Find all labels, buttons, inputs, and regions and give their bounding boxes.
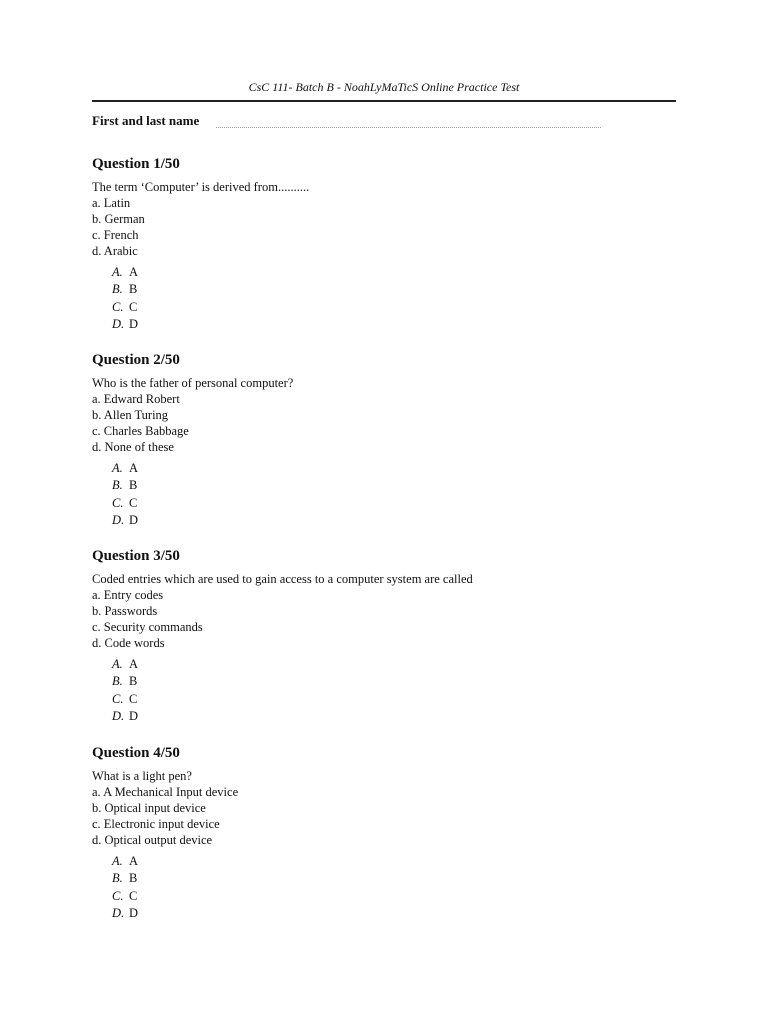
question-4-answers: [112, 853, 676, 922]
question-2-title: Question 2/50: [92, 352, 180, 368]
question-3-answer-c[interactable]: [112, 691, 676, 708]
question-1-option-d: d. Arabic: [92, 244, 138, 258]
question-4-option-c: c. Electronic input device: [92, 817, 220, 831]
question-2-answer-c[interactable]: [112, 495, 676, 512]
answer-letter: D.: [112, 905, 125, 920]
answer-letter: A.: [112, 461, 123, 475]
answer-letter: C.: [112, 299, 124, 314]
answer-text: C: [129, 495, 138, 510]
name-field-label: First and last name: [92, 113, 200, 128]
question-1-body: [92, 179, 676, 259]
question-4-answer-d[interactable]: [112, 905, 676, 922]
question-1-answer-a[interactable]: [112, 264, 676, 281]
answer-letter: B.: [112, 282, 123, 297]
question-1-title: Question 1/50: [92, 156, 180, 172]
question-4-prompt: What is a light pen?: [92, 769, 192, 783]
question-1-option-a: a. Latin: [92, 196, 131, 210]
question-3-answer-a[interactable]: [112, 656, 676, 673]
question-4-option-a: a. A Mechanical Input device: [92, 785, 239, 799]
question-2: [92, 350, 676, 529]
answer-text: D: [129, 708, 139, 723]
answer-text: A: [129, 461, 139, 475]
question-3-option-d: d. Code words: [92, 636, 165, 650]
question-2-option-c: c. Charles Babbage: [92, 424, 189, 438]
answer-text: D: [129, 905, 139, 920]
answer-letter: C.: [112, 691, 124, 706]
question-4-option-d: d. Optical output device: [92, 833, 213, 847]
question-3-prompt: Coded entries which are used to gain access to a computer system are called: [92, 572, 473, 586]
question-1-option-c: c. French: [92, 228, 139, 242]
question-1-prompt: The term ‘Computer’ is derived from..........: [92, 180, 310, 194]
question-4-body: [92, 768, 676, 848]
answer-letter: B.: [112, 478, 123, 493]
question-3-answer-b[interactable]: [112, 673, 676, 690]
question-2-option-b: b. Allen Turing: [92, 408, 169, 422]
answer-text: C: [129, 888, 138, 903]
question-1-answer-d[interactable]: [112, 316, 676, 333]
answer-letter: C.: [112, 495, 124, 510]
name-field-line[interactable]: [216, 127, 601, 128]
question-4-answer-c[interactable]: [112, 888, 676, 905]
question-3-title: Question 3/50: [92, 548, 180, 564]
question-3-option-c: c. Security commands: [92, 620, 203, 634]
question-2-prompt: Who is the father of personal computer?: [92, 376, 294, 390]
question-4-title: Question 4/50: [92, 745, 180, 761]
answer-text: A: [129, 265, 139, 279]
answer-letter: D.: [112, 512, 125, 527]
question-2-answer-a[interactable]: [112, 460, 676, 477]
answer-letter: A.: [112, 854, 123, 868]
answer-letter: D.: [112, 316, 125, 331]
question-2-body: [92, 375, 676, 455]
answer-text: A: [129, 657, 139, 671]
answer-letter: A.: [112, 265, 123, 279]
question-2-option-a: a. Edward Robert: [92, 392, 180, 406]
answer-text: B: [129, 674, 138, 689]
answer-text: C: [129, 299, 138, 314]
question-4-answer-b[interactable]: [112, 870, 676, 887]
answer-letter: B.: [112, 674, 123, 689]
question-1-answers: [112, 264, 676, 333]
question-2-option-d: d. None of these: [92, 440, 174, 454]
question-1-answer-b[interactable]: [112, 281, 676, 298]
name-field-row: [92, 113, 676, 133]
question-2-answers: [112, 460, 676, 529]
answer-letter: B.: [112, 871, 123, 886]
header-divider: [92, 100, 676, 102]
answer-letter: A.: [112, 657, 123, 671]
question-3-body: [92, 571, 676, 651]
answer-text: D: [129, 512, 139, 527]
answer-text: B: [129, 282, 138, 297]
page-header-title: CsC 111- Batch B - NoahLyMaTicS Online Practice Test: [248, 80, 520, 94]
question-1: [92, 154, 676, 333]
question-2-answer-d[interactable]: [112, 512, 676, 529]
answer-text: D: [129, 316, 139, 331]
question-3-option-a: a. Entry codes: [92, 588, 164, 602]
answer-text: B: [129, 871, 138, 886]
question-3: [92, 546, 676, 725]
question-3-option-b: b. Passwords: [92, 604, 158, 618]
question-3-answers: [112, 656, 676, 725]
question-4-answer-a[interactable]: [112, 853, 676, 870]
answer-text: B: [129, 478, 138, 493]
question-4: [92, 743, 676, 922]
question-3-answer-d[interactable]: [112, 708, 676, 725]
question-2-answer-b[interactable]: [112, 477, 676, 494]
question-1-answer-c[interactable]: [112, 299, 676, 316]
question-1-option-b: b. German: [92, 212, 145, 226]
question-4-option-b: b. Optical input device: [92, 801, 206, 815]
answer-text: A: [129, 854, 139, 868]
answer-letter: C.: [112, 888, 124, 903]
answer-text: C: [129, 691, 138, 706]
answer-letter: D.: [112, 708, 125, 723]
